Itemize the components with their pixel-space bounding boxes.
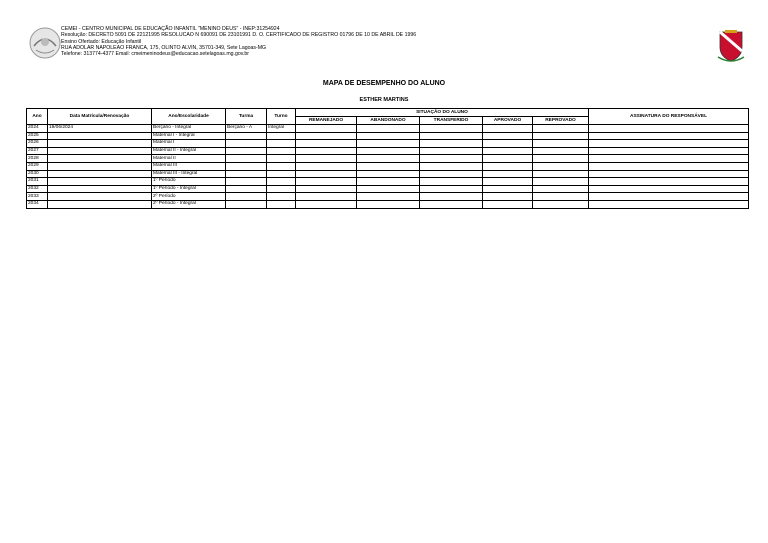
cell-ano: 2032: [27, 185, 48, 193]
cell-turma: [226, 200, 267, 208]
cell-ano: 2033: [27, 193, 48, 201]
cell-ano: 2030: [27, 170, 48, 178]
cell-remanejado: [296, 147, 357, 155]
cell-aprovado: [483, 132, 533, 140]
table-row: [27, 193, 749, 201]
cell-aprovado: [483, 147, 533, 155]
cell-turno: [267, 155, 296, 163]
cell-data: [48, 185, 152, 193]
header-escolaridade: Ano/Escolaridade: [152, 109, 226, 125]
table-row: [27, 155, 749, 163]
cell-escolaridade: Berçário - Integral: [152, 125, 226, 133]
cell-aprovado: [483, 170, 533, 178]
cell-abandonado: [357, 147, 420, 155]
cell-assinatura: [589, 125, 749, 133]
cell-transferido: [420, 155, 483, 163]
header-reprovado: REPROVADO: [533, 117, 589, 125]
cell-escolaridade: Maternal I: [152, 140, 226, 148]
cell-aprovado: [483, 155, 533, 163]
cell-data: [48, 155, 152, 163]
cell-data: [48, 193, 152, 201]
cell-turma: [226, 193, 267, 201]
cell-turma: Berçário - A: [226, 125, 267, 133]
school-resolution: Resolução: DECRETO 5091 DE 22121995 RESOLUCAO N 690091 DE 23101991 D. O. CERTIFICADO DE REGISTRO 01796 DE 10 DE ABRIL DE 1996: [61, 32, 417, 39]
table-row: [27, 162, 749, 170]
cell-escolaridade: Maternal III: [152, 162, 226, 170]
cell-assinatura: [589, 200, 749, 208]
cell-turma: [226, 140, 267, 148]
cell-assinatura: [589, 147, 749, 155]
cell-transferido: [420, 193, 483, 201]
letterhead: [28, 26, 748, 66]
cell-assinatura: [589, 193, 749, 201]
cell-transferido: [420, 200, 483, 208]
table-row: [27, 178, 749, 186]
student-name: ESTHER MARTINS: [359, 97, 409, 103]
cell-turma: [226, 155, 267, 163]
cell-transferido: [420, 140, 483, 148]
cell-assinatura: [589, 140, 749, 148]
cell-transferido: [420, 185, 483, 193]
cell-ano: 2029: [27, 162, 48, 170]
header-data: Data Matrícula/Renovação: [48, 109, 152, 125]
cell-reprovado: [533, 193, 589, 201]
cell-assinatura: [589, 162, 749, 170]
cell-turno: [267, 193, 296, 201]
cell-escolaridade: Maternal II - Integral: [152, 147, 226, 155]
cell-remanejado: [296, 193, 357, 201]
cell-data: 19/06/2024: [48, 125, 152, 133]
cell-ano: 2034: [27, 200, 48, 208]
cell-data: [48, 140, 152, 148]
cell-assinatura: [589, 178, 749, 186]
header-ano: Ano: [27, 109, 48, 125]
cell-remanejado: [296, 125, 357, 133]
cell-reprovado: [533, 185, 589, 193]
cell-escolaridade: 1º Período - Integral: [152, 185, 226, 193]
cell-remanejado: [296, 162, 357, 170]
table-row: [27, 125, 749, 133]
school-contact: Telefone: 313774-4377 Email: cmeimeninodeus@educacao.setelagoas.mg.gov.br: [61, 51, 249, 58]
cell-escolaridade: Maternal III - Integral: [152, 170, 226, 178]
header-turma: Turma: [226, 109, 267, 125]
cell-reprovado: [533, 170, 589, 178]
school-name: CEMEI - CENTRO MUNICIPAL DE EDUCAÇÃO INFANTIL "MENINO DEUS" - INEP:31254924: [61, 26, 280, 32]
header-situacao: SITUAÇÃO DO ALUNO: [296, 109, 589, 117]
cell-abandonado: [357, 185, 420, 193]
cell-turno: [267, 200, 296, 208]
cell-data: [48, 147, 152, 155]
cell-escolaridade: Maternal II: [152, 155, 226, 163]
cell-ano: 2027: [27, 147, 48, 155]
cell-turno: [267, 185, 296, 193]
cell-data: [48, 178, 152, 186]
page-title: MAPA DE DESEMPENHO DO ALUNO: [322, 80, 446, 87]
cell-aprovado: [483, 193, 533, 201]
cell-remanejado: [296, 155, 357, 163]
cell-reprovado: [533, 125, 589, 133]
cell-abandonado: [357, 193, 420, 201]
cell-abandonado: [357, 132, 420, 140]
table-row: [27, 140, 749, 148]
cell-turno: [267, 132, 296, 140]
cell-escolaridade: 2º Período - Integral: [152, 200, 226, 208]
cell-remanejado: [296, 132, 357, 140]
cell-remanejado: [296, 140, 357, 148]
cell-reprovado: [533, 200, 589, 208]
cell-remanejado: [296, 185, 357, 193]
cell-turno: [267, 162, 296, 170]
cell-ano: 2031: [27, 178, 48, 186]
table-row: [27, 185, 749, 193]
cell-aprovado: [483, 200, 533, 208]
cell-assinatura: [589, 170, 749, 178]
cell-turma: [226, 185, 267, 193]
cell-transferido: [420, 162, 483, 170]
cell-turno: [267, 178, 296, 186]
cell-aprovado: [483, 162, 533, 170]
table-row: [27, 132, 749, 140]
cell-abandonado: [357, 140, 420, 148]
cell-transferido: [420, 132, 483, 140]
cell-turno: Integral: [267, 125, 296, 133]
cell-aprovado: [483, 125, 533, 133]
cell-ano: 2028: [27, 155, 48, 163]
cell-turma: [226, 132, 267, 140]
cell-abandonado: [357, 200, 420, 208]
cell-data: [48, 162, 152, 170]
header-turno: Turno: [267, 109, 296, 125]
cell-reprovado: [533, 132, 589, 140]
cell-assinatura: [589, 155, 749, 163]
cell-transferido: [420, 125, 483, 133]
cell-abandonado: [357, 170, 420, 178]
cell-abandonado: [357, 125, 420, 133]
table-row: [27, 147, 749, 155]
cell-reprovado: [533, 162, 589, 170]
cell-turno: [267, 147, 296, 155]
cell-data: [48, 132, 152, 140]
cell-turma: [226, 170, 267, 178]
cell-assinatura: [589, 185, 749, 193]
table-row: [27, 200, 749, 208]
cell-abandonado: [357, 155, 420, 163]
cell-reprovado: [533, 140, 589, 148]
cell-remanejado: [296, 178, 357, 186]
cell-remanejado: [296, 200, 357, 208]
header-remanejado: REMANEJADO: [296, 117, 357, 125]
cell-ano: 2026: [27, 140, 48, 148]
header-transferido: TRANSFERIDO: [420, 117, 483, 125]
cell-aprovado: [483, 185, 533, 193]
cell-reprovado: [533, 178, 589, 186]
cell-aprovado: [483, 178, 533, 186]
table-row: [27, 170, 749, 178]
cell-escolaridade: 2º Período: [152, 193, 226, 201]
cell-turma: [226, 162, 267, 170]
city-coat-of-arms: [714, 27, 748, 63]
cell-escolaridade: Maternal I - Integral: [152, 132, 226, 140]
cell-abandonado: [357, 178, 420, 186]
cell-transferido: [420, 170, 483, 178]
cell-assinatura: [589, 132, 749, 140]
table-header-row: [27, 109, 749, 117]
cell-abandonado: [357, 162, 420, 170]
cell-aprovado: [483, 140, 533, 148]
school-info: [61, 26, 416, 57]
cell-remanejado: [296, 170, 357, 178]
cell-ano: 2024: [27, 125, 48, 133]
cell-transferido: [420, 178, 483, 186]
cell-ano: 2025: [27, 132, 48, 140]
cell-escolaridade: 1º Período: [152, 178, 226, 186]
cell-reprovado: [533, 155, 589, 163]
cell-transferido: [420, 147, 483, 155]
cell-turno: [267, 170, 296, 178]
cell-data: [48, 170, 152, 178]
school-offering: Ensino Ofertado: Educação Infantil: [61, 38, 142, 45]
header-assinatura: ASSINATURA DO RESPONSÁVEL: [589, 109, 749, 125]
school-address: RUA ADOLAR NAPOLEAO FRANCA, 175, OLINTO ALVIN, 35701-349, Sete Lagoas-MG: [61, 44, 267, 51]
header-aprovado: APROVADO: [483, 117, 533, 125]
header-abandonado: ABANDONADO: [357, 117, 420, 125]
cell-turma: [226, 147, 267, 155]
cell-data: [48, 200, 152, 208]
school-logo: [28, 26, 62, 60]
performance-table: [26, 108, 749, 209]
cell-turma: [226, 178, 267, 186]
cell-turno: [267, 140, 296, 148]
cell-reprovado: [533, 147, 589, 155]
